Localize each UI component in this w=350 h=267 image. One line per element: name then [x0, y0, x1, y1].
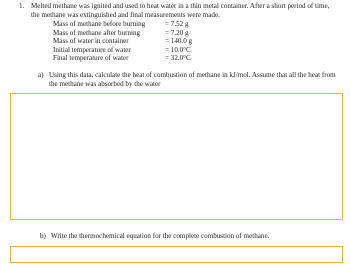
measurement-label: Initial temperature of water	[53, 45, 131, 54]
part-a-prompt: Using this data, calculate the heat of combustion of methane in kJ/mol. Assume that all the heat from the methane was absorbed by the water	[49, 71, 336, 88]
question-intro: Melted methane was ignited and used to heat water in a thin metal container. After a short period of time, the methane was extinguished and final measurements were made.	[31, 2, 330, 19]
measurement-value: = 32.0°C	[165, 54, 191, 63]
measurement-value: = 10.0°C	[165, 45, 191, 54]
measurement-value: = 7.20 g	[165, 28, 189, 37]
part-b-prompt: Write the thermochemical equation for the complete combustion of methane.	[51, 232, 270, 240]
question-number: 1.	[19, 2, 25, 10]
measurement-value: = 140.0 g	[165, 37, 193, 46]
measurement-label: Mass of water in container	[53, 37, 129, 46]
measurement-label: Mass of methane after burning	[53, 28, 141, 37]
measurement-label: Mass of methane before burning	[53, 20, 146, 28]
answer-box-part-b[interactable]	[10, 246, 343, 263]
answer-box-part-a[interactable]	[10, 93, 343, 220]
part-a-letter: a)	[38, 71, 44, 79]
measurement-label: Final temperature of water	[53, 54, 129, 63]
measurement-value: = 7.52 g	[165, 20, 189, 28]
part-b-letter: b)	[40, 232, 46, 240]
